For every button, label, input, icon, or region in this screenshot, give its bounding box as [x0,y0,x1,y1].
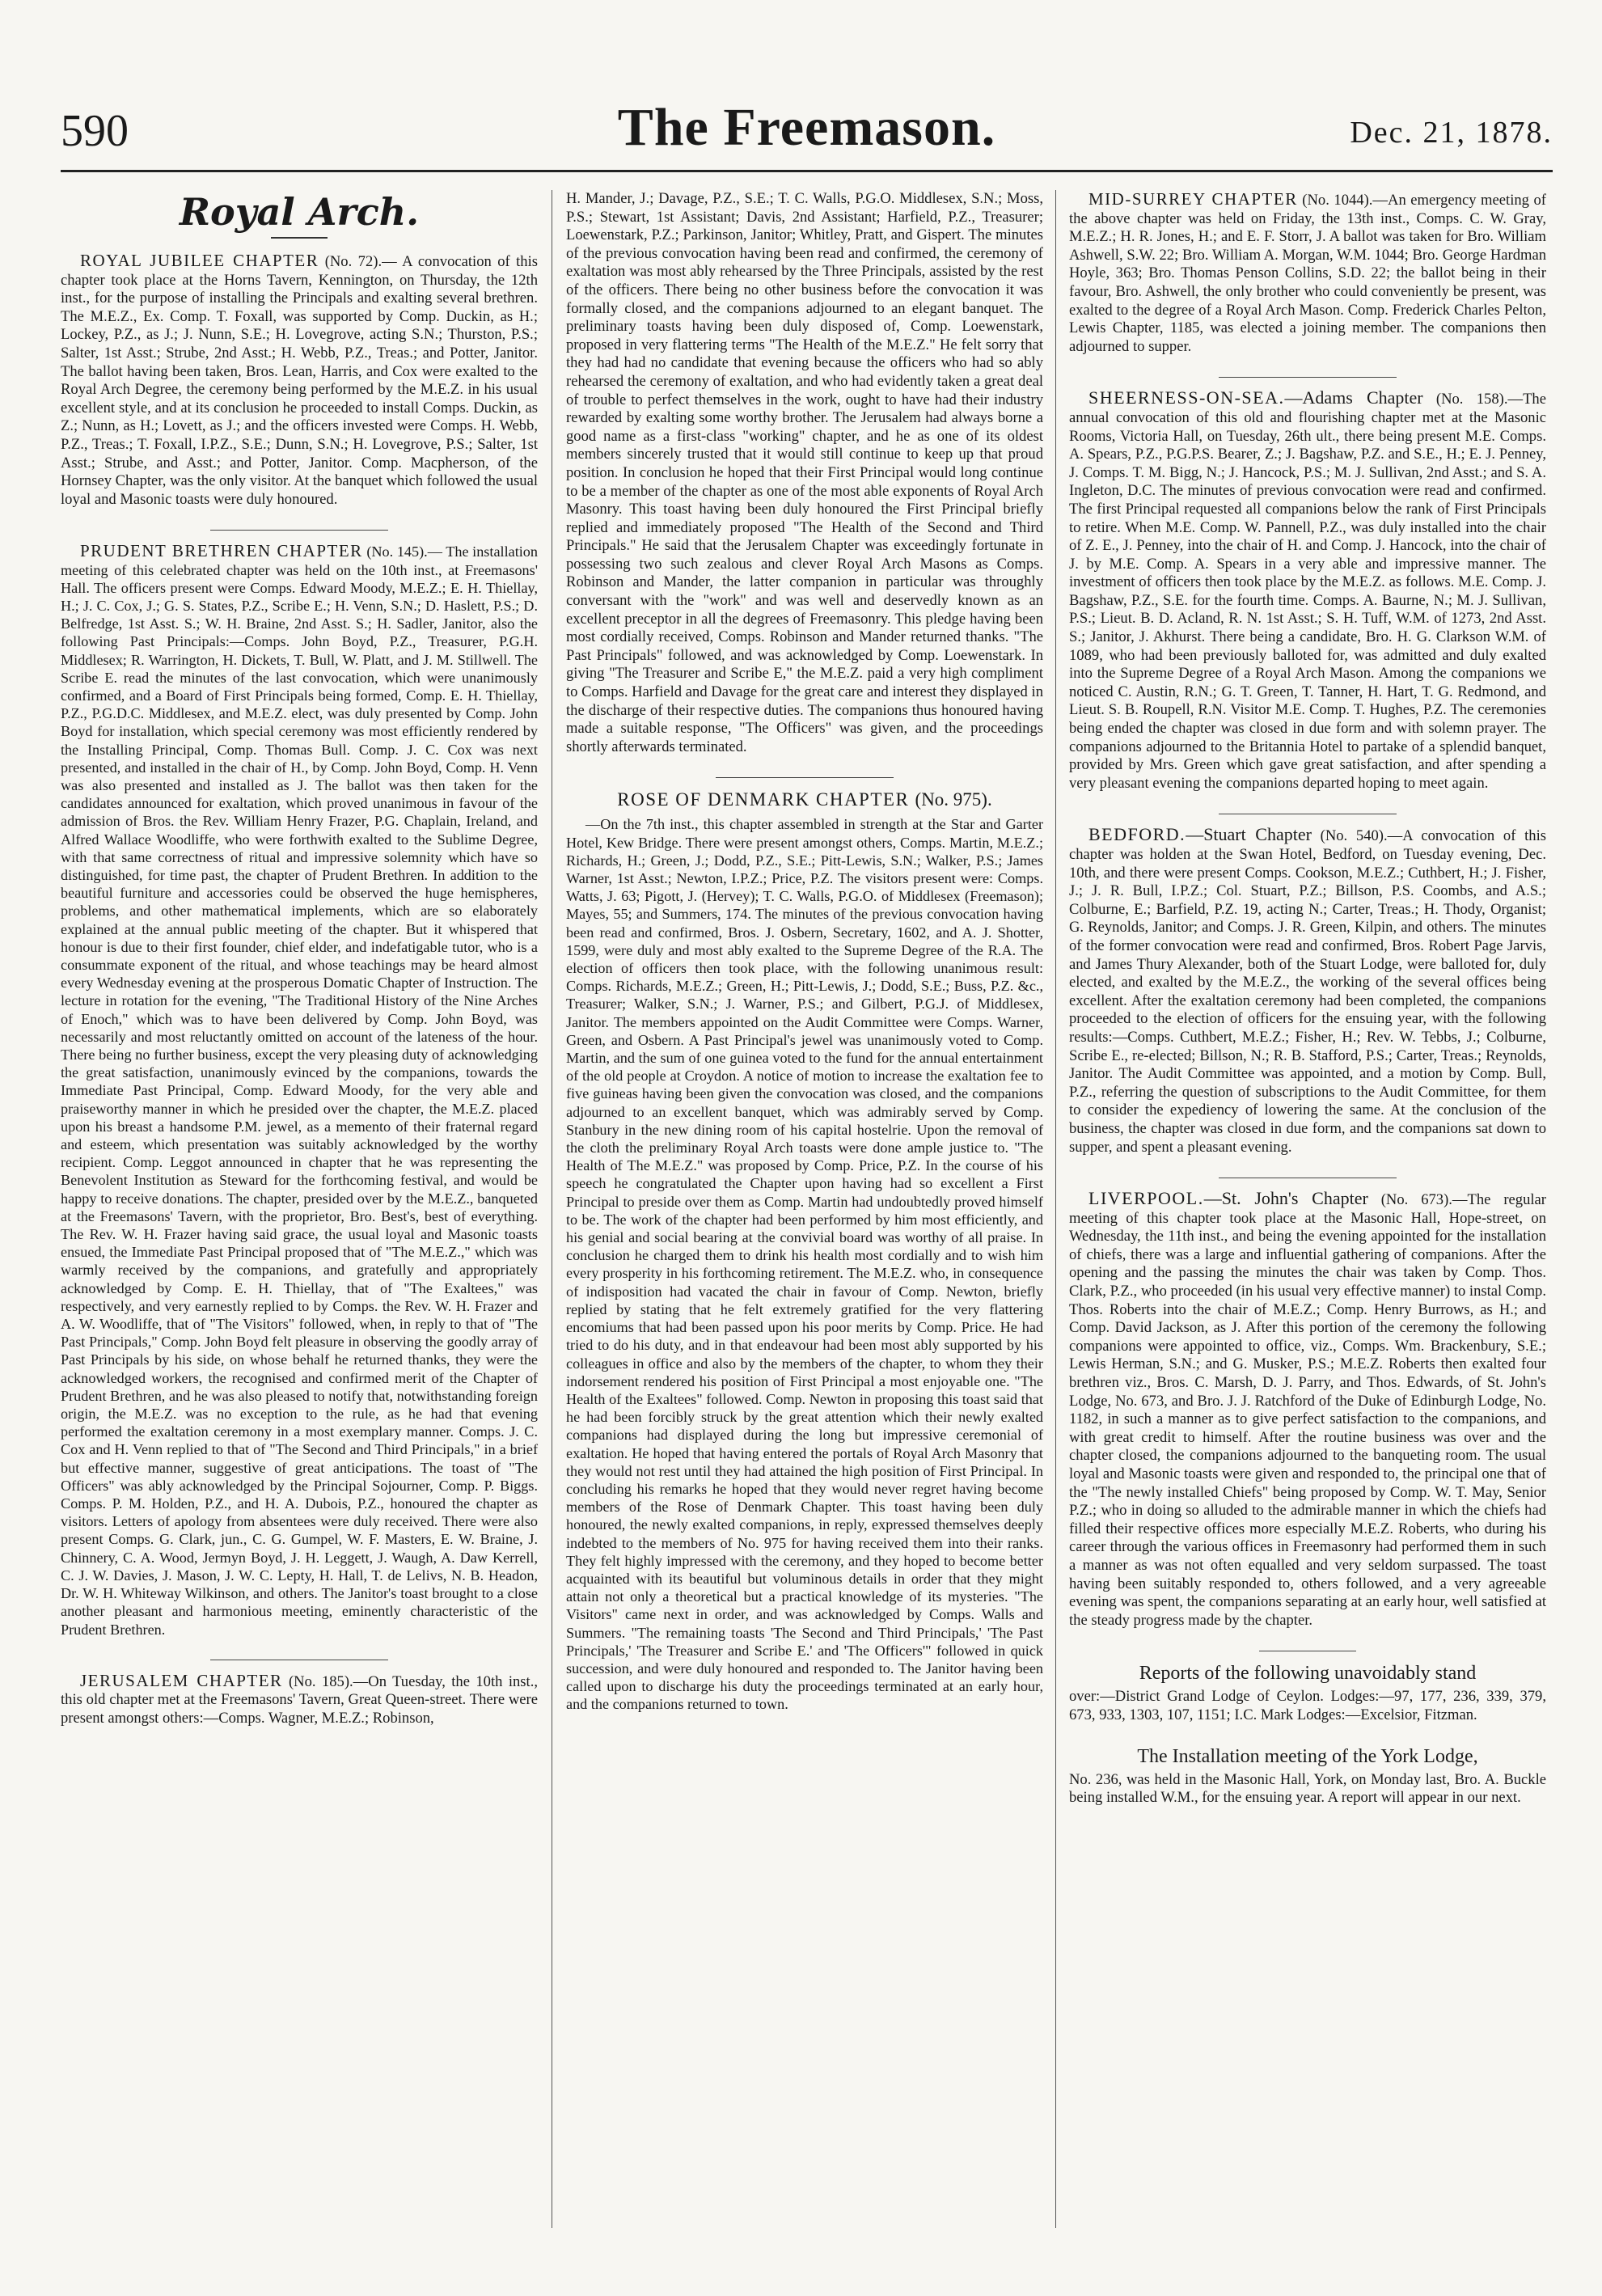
article-text: An emergency meeting of the above chapter was held on Friday, the 13th inst., Comps. C. W. Gray, M.E.Z.; H. R. Jones, H.; and E. F. Storr, J. A ballot was taken for Bro. William Ashwell, S.W. 22; Bro. William A. Morgan, W.M. 1044; Bro. George Hardman Hoyle, 363; Bro. Thomas Penson Collins, S.D. 22; the ballot being in their favour, Bro. Ashwell, the only brother who could conveniently be present, was exalted to the degree of a Royal Arch Mason. Comp. Frederick Charles Pelton, Lewis Chapter, 1185, was elected a joining member. The companions then adjourned to supper. [1069,192,1546,355]
chapter-number: (No. 158).— [1435,391,1524,408]
column-1 [61,190,538,1748]
column-3 [1069,190,1546,1829]
place-name: BEDFORD. [1088,824,1186,845]
york-heading: The Installation meeting of the York Lodge, [1137,1745,1478,1767]
article-text: H. Mander, J.; Davage, P.Z., S.E.; T. C. Walls, P.G.O. Middlesex, S.N.; Moss, P.S.; Stewart, 1st Assistant; Davis, 2nd Assistant; Harfield, P.Z., Treasurer; Loewenstark, P.Z.; Parkinson, Janitor; Whitley, Pratt, and Gispert. The minutes of the previous convocation having been read and confirmed, the ceremony of exaltation was most ably rehearsed by the Three Principals, assisted by the rest of the officers. There being no other business before the convocation it was formally closed, and the companions adjourned to an elegant banquet. The preliminary toasts having been duly disposed of, Comp. Loewenstark, proposed in very flattering terms "The Health of the M.E.Z." He felt sorry that they had had no candidate that evening because the officers who had so ably rehearsed the ceremony of exaltation, and who had evidently taken a great deal of trouble to perfect themselves in the work, ought to have had their industry rewarded by exalting some worthy brother. The Jerusalem had always borne a good name as a first-class "working" chapter, and he as one of its oldest members sincerely trusted that it would still continue to keep up that proud position. In conclusion he hoped that their First Principal would long continue to be a member of the chapter as one of the most able exponents of Royal Arch Masonry. This toast having been duly honoured the First Principal briefly replied and immediately proposed "The Health of the Second and Third Principals." He said that the Jerusalem Chapter was exceedingly fortunate in possessing two such zealous and clever Royal Arch Masons as Comps. Robinson and Mander, the latter companion in particular was throughly conversant with the "work" and was well and deservedly known as an excellent preceptor in all the degrees of Freemasonry. This pledge having been most cordially received, Comps. Robinson and Mander returned thanks. "The Past Principals" followed, and was acknowledged by Comp. Loewenstark. In giving "The Treasurer and Scribe E," the M.E.Z. paid a very high compliment to Comps. Harfield and Davage for the great care and interest they displayed in the discharge of their respective duties. The companions thus honoured having made a suitable response, "The Officers" was given, and the proceedings shortly afterwards terminated. [566,190,1043,755]
article-text: No. 236, was held in the Masonic Hall, York, on Monday last, Bro. A. Buckle being installed W.M., for the ensuing year. A report will appear in our next. [1069,1770,1546,1807]
page-number: 590 [61,106,129,156]
article-rose-of-denmark [566,789,1043,1713]
article-text: The annual convocation of this old and flourishing chapter met at the Masonic Rooms, Victoria Hall, on Tuesday, 26th ult., there being present M.E. Comps. A. Spears, P.Z., P.G.P.S. Bearer, Z.; J. Bagshaw, P.Z. and S.E., H.; E. J. Penney, J. Comps. T. M. Bigg, N.; J. Hancock, P.S.; M. J. Sullivan, 2nd Asst.; and S. A. Ingleton, D.C. The minutes of previous convocation were read and confirmed. The first Principal requested all companions below the rank of First Principals to retire. When M.E. Comp. W. Pannell, P.Z., was duly installed into the chair of Z. E., J. Penney, into the chair of H. and Comp. J. Hancock, into the chair of J. by M.E. Comp. A. Spears in a very able and impressive manner. The investment of officers then took place by the M.E.Z. as follows. M.E. Comp. J. Bagshaw, P.Z., S.E. for the fourth time. Comps. A. Baurne, N.; M. J. Sullivan, P.S.; Lieut. B. D. Acland, R. N. 1st Asst.; S. H. Tuff, W.M. of 1273, 2nd Asst. S.; Janitor, J. Akhurst. There being a candidate, Bro. H. G. Clarkson W.M. of 1089, who had been previously balloted for, was admitted and duly exalted into the Supreme Degree of a Royal Arch Mason. Among the companions we noticed C. Austin, R.N.; G. T. Green, T. Tanner, H. Hart, T. G. Redmond, and Lieut. S. B. Roupell, R.N. Visitor M.E. Comp. T. Hughes, P.Z. The ceremonies being ended the chapter was closed in due form and with solemn prayer. The companions adjourned to the Britannia Hotel to partake of a splendid banquet, provided by Mrs. Green which gave great satisfaction, and after spending a very pleasant evening the companions departed hoping to meet again. [1069,391,1546,792]
article-body [1069,1190,1546,1630]
article-body [61,1672,538,1728]
article-title: PRUDENT BRETHREN CHAPTER [80,541,363,561]
title-rule [271,237,328,239]
place-name: SHEERNESS-ON-SEA. [1088,387,1285,408]
article-text: A convocation of this chapter took place at the Horns Tavern, Kennington, on Thursday, the 12th inst., for the purpose of installing the Principals and exalting several brethren. The M.E.Z., Ex. Comp. T. Foxall, was supported by Comp. Duckin, as H.; Lockey, P.Z., as J.; J. Nunn, S.E.; H. Lovegrove, acting S.N.; Thurston, P.S.; Salter, 1st Asst.; Strube, 2nd Asst.; H. Webb, P.Z., Treas.; and Potter, Janitor. The ballot having been taken, Bros. Lean, Harris, and Cox were exalted to the Royal Arch Degree, the ceremony being performed by the M.E.Z. in his usual excellent style, and at its conclusion he proceeded to install Comps. Duckin, as Z.; Nunn, as H.; Lovett, as J.; and the officers invested were Comps. H. Webb, P.Z., Treas.; T. Foxall, I.P.Z., S.E.; Dunn, S.N.; H. Lovegrove, P.S.; Salter, 1st Asst.; Strube, and Asst.; and Potter, Janitor. Comp. Macpherson, of the Hornsey Chapter, was the only visitor. At the banquet which followed the usual loyal and Masonic toasts were duly honoured. [61,253,539,508]
article-jerusalem-continued [566,190,1043,756]
column-2 [566,190,1043,1735]
article-liverpool [1069,1190,1546,1630]
article-text: A convocation of this chapter was holden at the Swan Hotel, Bedford, on Tuesday evening, Dec. 10th, and there were present Comps. Cookson, M.E.Z.; Cuthbert, H.; J. Fisher, J.; J. R. Bull, I.P.Z.; Col. Stuart, P.Z.; Billson, P.S. Coombs, and A.S.; Colburne, E.; Barfield, P.Z. 19, acting N.; Carter, Treas.; H. Thody, Organist; G. Reynolds, Janitor; and Comps. J. R. Green, Kilpin, and others. The minutes of the former convocation were read and confirmed, Bros. Robert Page Jarvis, and James Thury Alexander, both of the Stuart Lodge, were balloted for, duly elected, and exalted by the M.E.Z., the working of the several offices being excellent. After the exaltation ceremony had been completed, the companions proceeded to the election of officers for the ensuing year, with the following results:—Comps. Cuthbert, M.E.Z.; Fisher, H.; Rev. W. Tebbs, J.; Colburne, Scribe E., re-elected; Billson, N.; R. B. Stafford, P.S.; Carter, Treas.; Reynolds, Janitor. The Audit Committee was appointed, and a motion by Comp. Bull, P.Z., referring the question of subscriptions to the Audit Committee, for them to consider the expediency of lowering the same. At the conclusion of the business, the chapter was closed in due form, and the companions sat down to supper, and spent a pleasant evening. [1069,827,1546,1156]
article-body [1069,389,1546,793]
chapter-number: (No. 975). [915,789,992,810]
article-bedford [1069,826,1546,1156]
article-text: —The regular meeting of this chapter took place at the Masonic Hall, Hope-street, on Wednesday, the 11th inst., and being the evening appointed for the installation of chiefs, there was a large and influential gathering of companions. After the opening and the passing the minutes the chair was taken by Comp. Thos. Clark, P.Z., who proceeded (in his usual very effective manner) to instal Comp. Thos. Roberts into the chair of M.E.Z.; Comp. Henry Burrows, as H.; and Comp. David Jackson, as J. After this portion of the ceremony the following companions were appointed to office, viz., Comps. Wm. Brackenbury, S.E.; Lewis Herman, S.N.; and G. Musker, P.S.; M.E.Z. Roberts then exalted four brethren viz., Bros. C. Marsh, D. J. Parry, and Thos. Edwards, of St. John's Lodge, No. 673, and Bro. J. J. Ratchford of the Duke of Edinburgh Lodge, No. 1182, in such a manner as to give perfect satisfaction to the companions, and with great credit to himself. After the routine business was over and the chapter closed, the companions adjourned to the banqueting room. The usual loyal and Masonic toasts were given and responded to, the principal one that of the "The newly installed Chiefs" being proposed by Comp. W. T. May, Senior P.Z.; who in doing so alluded to the admirable manner in which the chiefs had filled their respective offices more especially M.E.Z. Roberts, who during his career through the various offices in Freemasonry had performed them in such a manner as was not often equalled and very seldom surpassed. The toast having been suitably responded to, others followed, and a very agreeable evening was spent, the companions separating at an early hour, well satisfied at the steady progress made by the chapter. [1069,1191,1546,1629]
article-divider [716,777,894,778]
article-title: —St. John's Chapter [1203,1188,1368,1209]
article-royal-jubilee [61,252,538,509]
article-divider [210,530,388,531]
article-body [1069,1688,1546,1724]
article-body [566,815,1043,1713]
issue-date: Dec. 21, 1878. [1350,116,1553,150]
article-heading [566,789,1043,810]
page-header [61,97,1553,172]
article-title: ROSE OF DENMARK CHAPTER [617,789,910,810]
article-title: MID-SURREY CHAPTER [1088,189,1298,209]
article-body [61,252,538,509]
article-body [1069,1771,1546,1808]
place-name: LIVERPOOL. [1088,1188,1204,1209]
article-body [1069,826,1546,1156]
article-title: ROYAL JUBILEE CHAPTER [80,251,319,270]
article-york [1069,1746,1546,1808]
chapter-number: (No. 72).— [324,253,397,270]
article-text: The installation meeting of this celebrated chapter was held on the 10th inst., at Freemasons' Hall. The officers present were Comps. Edward Moody, M.E.Z.; E. H. Thiellay, H.; J. C. Cox, J.; G. S. States, P.Z., Scribe E.; H. Venn, S.N.; D. Haslett, P.S.; D. Belfredge, 1st Asst. S.; W. H. Braine, 2nd Asst. S.; H. Sadler, Janitor, also the following Past Principals:—Comps. John Boyd, P.Z., Treasurer, P.G.H. Middlesex; R. Warrington, H. Dickets, T. Bull, W. Platt, and J. M. Stillwell. The Scribe E. read the minutes of the last convocation, which were unanimously confirmed, and a Board of First Principals being formed, Comp. E. H. Thiellay, P.Z., P.G.D.C. Middlesex, and M.E.Z. elect, was duly presented by Comp. John Boyd for installation, which special ceremony was most efficiently rendered by the Installing Principal, Comp. Thomas Bull. Comp. J. C. Cox was next presented, and installed in the chair of H., by Comp. John Boyd, Comp. H. Venn was also presented and installed as J. The ballot was then taken for the candidates announced for exaltation, which proved unanimous in favour of the admission of Bros. the Rev. William Henry Frazer, P.G. Chaplain, Ireland, and Alfred Wallace Woodliffe, who were forthwith exalted to the Sublime Degree, with that same correctness of ritual and impressive solemnity which have so distinguished, for time past, the chapter of Prudent Brethren. In addition to the beautiful furniture and accessories could be observed the huge hemispheres, problems, and other mathematical implements, which are so elaborately explained at the annual public meeting of the chapter. But it whispered that honour is due to their first founder, chief elder, and indefatigable tutor, who is a consummate exponent of the ritual, and whose teachings may be heard almost every Wednesday evening at the prosperous Domatic Chapter of Instruction. The lecture in rotation for the evening, "The Traditional History of the Nine Arches of Enoch," which was to have been delivered by Comp. John Boyd, was necessarily and most reluctantly omitted on account of the lateness of the hour. There being no further business, except the very pleasing duty of acknowledging the great satisfaction, unanimously evinced by the companions, towards the Immediate Past Principal, Comp. Edward Moody, for the very able and praiseworthy manner in which he presided over the chapter, the M.E.Z. placed upon his breast a handsome P.M. jewel, as a memento of their fraternal regard and esteem, which presentation was suitably acknowledged by the worthy recipient. Comp. Leggot announced in chapter that he was representing the Benevolent Institution as Steward for the forthcoming festival, and would be happy to receive donations. The chapter, presided over by the M.E.Z., banqueted at the Freemasons' Tavern, with the proprietor, Bro. Best's, best of everything. The Rev. W. H. Frazer having said grace, the usual loyal and Masonic toasts ensued, the Immediate Past Principal proposed that of "The M.E.Z.," which was warmly received by the companions, and gratefully and appropriately acknowledged by Comp. E. H. Thiellay, that of "The Exaltees," was respectively, and very earnestly replied to by Comps. the Rev. W. H. Frazer and A. W. Woodliffe, that of "The Visitors" followed, when, in reply to that of "The Past Principals," Comp. John Boyd felt pleasure in observing the goodly array of Past Principals by his side, on whose behalf he returned thanks, they were the acknowledged workers, the recognised and confirmed merit of the Chapter of Prudent Brethren, and he was also pleased to notify that, notwithstanding foreign origin, the M.E.Z. was no exception to the rule, as he had that evening performed the exaltation ceremony in a most exemplary manner. Comps. J. C. Cox and H. Venn replied to that of "The Second and Third Principals," in a brief but effective manner, suggestive of great anticipations. The toast of "The Officers" was ably acknowledged by the Principal Sojourner, Comp. P. Biggs. Comps. P. M. Holden, P.Z., and H. A. Dubois, P.Z., honoured the chapter as visitors. Letters of apology from absentees were duly received. There were also present Comps. G. Clark, jun., C. G. Gumpel, W. F. Masters, E. W. Braine, J. Chinnery, C. A. Wood, Jermyn Boyd, J. H. Leggett, J. Waugh, A. Daw Kerrell, C. J. W. Davies, J. Mason, J. W. C. Lepty, H. Hall, T. de Lelivs, N. B. Headon, Dr. W. H. Whiteway Wilkinson, and others. The Janitor's toast brought to a close another pleasant and harmonious meeting, eminently characteristic of the Prudent Brethren. [61,543,538,1638]
article-title: —Adams Chapter [1284,387,1423,408]
section-title: Royal Arch. [179,190,420,234]
article-body [61,542,538,1638]
article-title: JERUSALEM CHAPTER [80,1670,283,1690]
reports-heading: Reports of the following unavoidably stand [1139,1663,1477,1685]
column-divider [1055,190,1056,2228]
article-text: —On the 7th inst., this chapter assembled in strength at the Star and Garter Hotel, Kew Bridge. There were present amongst others, Comps. Martin, M.E.Z.; Richards, H.; Green, J.; Dodd, P.Z., S.E.; Pitt-Lewis, S.N.; Walker, P.S.; James Warner, 1st Asst.; Newton, I.P.Z.; Price, P.Z. The visitors present were: Comps. Watts, J. 63; Pigott, J. (Hervey); T. C. Walls, P.G.O. of Middlesex (Freemason); Mayes, 55; and Summers, 174. The minutes of the previous convocation having been read and confirmed, Bros. J. Osbern, Secretary, 1602, and A. J. Shotter, 1599, were duly and most ably exalted to the Supreme Degree of the R.A. The election of officers then took place, with the following unanimous result: Comps. Richards, M.E.Z.; Green, H.; Pitt-Lewis, J.; Dodd, S.E.; Buss, P.Z. &c., Treasurer; Walker, S.N.; J. Warner, P.S.; and Gilbert, P.G.J. of Middlesex, Janitor. The members appointed on the Audit Committee were Comps. Warner, Green, and Osbern. A Past Principal's jewel was unanimously voted to Comp. Martin, and the sum of one guinea voted to the fund for the annual entertainment of the old people at Croydon. A notice of motion to increase the exaltation fee to five guineas having been given the convocation was closed, and the companions adjourned to an excellent banquet, which was admirably served by Comp. Stanbury in the new dining room of his capital hostelrie. Upon the removal of the cloth the preliminary Royal Arch toasts were done ample justice to. "The Health of The M.E.Z." was proposed by Comp. Price, P.Z. In the course of his speech he congratulated the Chapter upon having had so excellent a First Principal to preside over them as Comp. Martin had undoubtedly proved himself to be. The work of the chapter had been performed by him most efficiently, and his genial and social bearing at the convivial board was worthy of all praise. In conclusion he charged them to drink his health most cordially and to wish him every prosperity in his forthcoming retirement. The M.E.Z. who, in consequence of indisposition had vacated the chair in favour of Comp. Newton, briefly replied by stating that he felt extremely gratified for the very flattering encomiums that had been passed upon his poor merits by Comp. Price. He had tried to do his duty, and in that endeavour had been most ably supported by his colleagues in office and also by the members of the chapter, to whom they their indorsement rendered his position of First Principal a most enjoyable one. "The Health of the Exaltees" followed. Comp. Newton in proposing this toast said that he had been forcibly struck by the great attention which their newly exalted companions had displayed during the long but impressive ceremonial of exaltation. He hoped that having entered the portals of Royal Arch Masonry that they would not rest until they had attained the high position of First Principal. In concluding his remarks he hoped that they would never regret having become members of the Rose of Denmark Chapter. This toast having been duly honoured, the newly exalted companions, in reply, expressed themselves deeply indebted to the members of No. 975 for having received them into their ranks. They felt highly impressed with the ceremony, and they hoped to become better acquainted with its beautiful but voluminous details in order that they might attain not only a theoretical but a practical knowledge of its mysteries. "The Visitors" came next in order, and was acknowledged by Comps. Walls and Summers. "The remaining toasts 'The Second and Third Principals,' 'The Past Principals,' 'The Treasurer and Scribe E.' and 'The Officers'" followed in quick succession, and were duly honoured and responded to. The Janitor having been called upon to discharge his duty the proceedings terminated at an early hour, and the companions returned to town. [566,816,1043,1713]
article-mid-surrey [1069,190,1546,356]
chapter-number: (No. 540).— [1320,827,1403,845]
chapter-number: (No. 145).— [366,543,442,560]
chapter-number: (No. 1044).— [1302,192,1389,209]
article-text: over:—District Grand Lodge of Ceylon. Lodges:—97, 177, 236, 339, 379, 673, 933, 1303, 107, 1151; I.C. Mark Lodges:—Excelsior, Fitzman. [1069,1688,1546,1723]
article-body [566,190,1043,756]
article-body [1069,190,1546,356]
article-title: —Stuart Chapter [1186,824,1312,845]
chapter-number: (No. 673). [1380,1191,1452,1209]
article-jerusalem [61,1672,538,1728]
article-text: On Tuesday, the 10th inst., this old chapter met at the Freemasons' Tavern, Great Queen-street. There were present amongst others:—Comps. Wagner, M.E.Z.; Robinson, [61,1672,539,1727]
article-reports [1069,1663,1546,1724]
article-sheerness [1069,389,1546,793]
article-divider [1219,377,1397,378]
masthead: The Freemason. [617,98,996,157]
chapter-number: (No. 185).— [288,1672,369,1690]
article-prudent-brethren [61,542,538,1638]
